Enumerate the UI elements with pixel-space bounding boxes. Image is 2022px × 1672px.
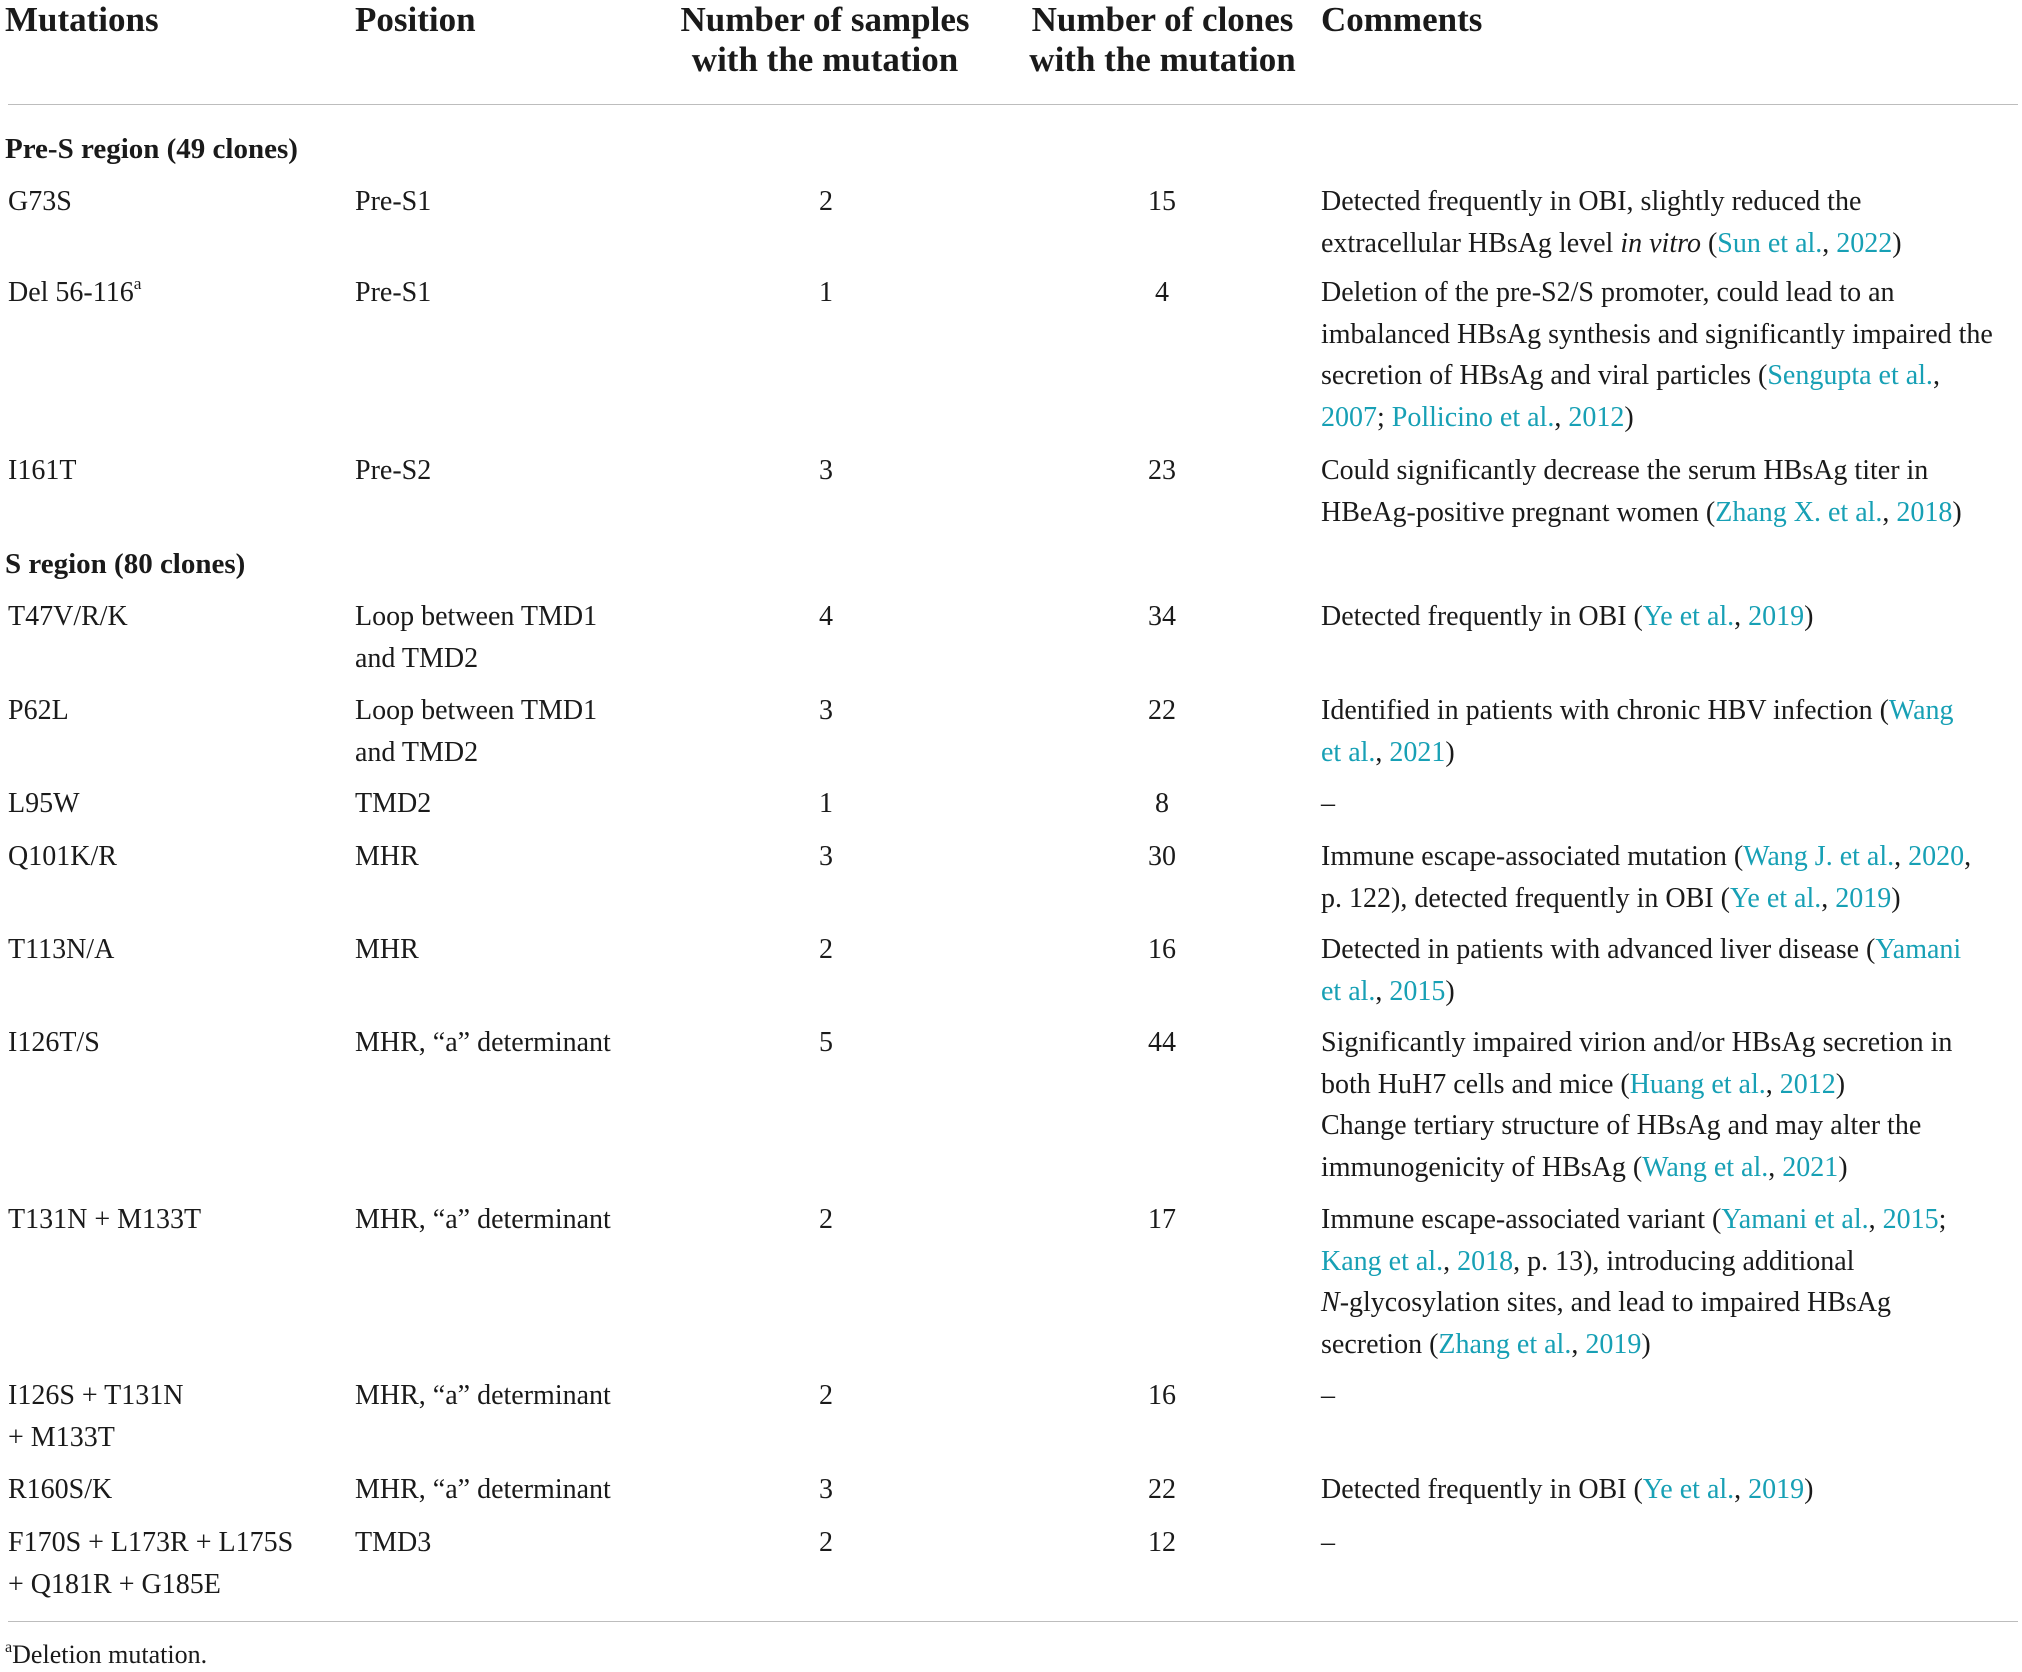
footer-rule	[8, 1621, 2018, 1622]
comment-line	[1321, 492, 2021, 534]
comment-text: ,	[1571, 1328, 1586, 1360]
row-r160-mutation: R160S/K	[8, 1474, 113, 1505]
position-line: Loop between TMD1	[355, 601, 598, 632]
citation-year-link[interactable]: 2019	[1835, 882, 1892, 914]
mutation-line: I126S + T131N	[8, 1380, 184, 1411]
row-del-mutation	[8, 272, 141, 314]
citation-year-link[interactable]: 2018	[1896, 496, 1953, 528]
comment-text: secretion (	[1321, 1328, 1439, 1360]
row-del-position: Pre-S1	[355, 277, 432, 308]
header-position-label: Position	[355, 0, 476, 39]
row-t113-position: MHR	[355, 934, 419, 965]
row-q101-samples: 3	[819, 841, 833, 872]
position-line: and TMD2	[355, 642, 479, 674]
citation-link[interactable]: Ye et al.	[1729, 882, 1822, 914]
comment-text: ,	[1734, 601, 1749, 632]
row-r160-clones: 22	[1148, 1474, 1176, 1505]
citation-link[interactable]: et al.	[1321, 736, 1376, 768]
citation-link[interactable]: Zhang et al.	[1438, 1328, 1572, 1360]
comment-line: imbalanced HBsAg synthesis and significantly impaired the	[1321, 318, 1993, 350]
citation-year-link[interactable]: 2012	[1779, 1068, 1836, 1100]
row-p62l-mutation: P62L	[8, 695, 69, 726]
comment-line: Significantly impaired virion and/or HBsAg secretion in	[1321, 1027, 1953, 1058]
row-p62l-clones: 22	[1148, 695, 1176, 726]
header-clones-line2: with the mutation	[1029, 40, 1296, 79]
mutation-line: + M133T	[8, 1421, 115, 1453]
citation-link[interactable]: Wang	[1888, 695, 1954, 726]
citation-link[interactable]: Sengupta et al.	[1767, 360, 1933, 391]
citation-year-link[interactable]: 2007	[1321, 401, 1377, 433]
row-l95w-clones: 8	[1155, 788, 1169, 819]
comment-line	[1321, 878, 2021, 920]
comment-line	[1321, 732, 2021, 774]
row-t131-mutation: T131N + M133T	[8, 1204, 202, 1235]
row-i161t-mutation: I161T	[8, 455, 77, 486]
comment-line	[1321, 397, 2021, 439]
comment-text: ,	[1734, 1474, 1749, 1505]
citation-link[interactable]: Kang et al.	[1321, 1245, 1444, 1277]
header-samples-line1: Number of samples	[680, 0, 970, 39]
comment-text: ,	[1821, 882, 1836, 914]
header-clones	[1000, 0, 1325, 80]
row-f170-samples: 2	[819, 1527, 833, 1558]
row-i126s-comment	[1321, 1375, 2021, 1417]
header-mutations-label: Mutations	[5, 0, 159, 39]
header-samples-line2: with the mutation	[691, 40, 959, 79]
row-del-clones: 4	[1155, 277, 1169, 308]
comment-text: ;	[1377, 401, 1392, 433]
header-mutations	[5, 0, 159, 40]
citation-link[interactable]: Pollicino et al.	[1391, 401, 1555, 433]
citation-year-link[interactable]: 2020	[1908, 841, 1965, 872]
row-g73s-samples: 2	[819, 186, 833, 217]
comment-line	[1321, 223, 2021, 265]
comment-text: immunogenicity of HBsAg (	[1321, 1151, 1643, 1183]
row-i126s-samples: 2	[819, 1380, 833, 1411]
row-g73s-comment	[1321, 181, 2021, 264]
row-p62l-comment	[1321, 690, 2021, 773]
section-pre-s: Pre-S region (49 clones)	[5, 133, 298, 165]
row-f170-mutation	[8, 1522, 293, 1605]
row-del-comment	[1321, 272, 2021, 438]
row-g73s-position: Pre-S1	[355, 186, 432, 217]
citation-year-link[interactable]: 2019	[1748, 601, 1805, 632]
row-f170-clones: 12	[1148, 1527, 1176, 1558]
row-t47-position	[355, 596, 597, 679]
row-f170-position: TMD3	[355, 1527, 432, 1558]
row-r160-comment	[1321, 1469, 2021, 1511]
comment-text: )	[1804, 601, 1814, 632]
comment-line	[1321, 355, 2021, 397]
comment-dash: –	[1321, 1527, 1335, 1558]
comment-italic: N	[1321, 1287, 1340, 1318]
row-p62l-position	[355, 690, 597, 773]
position-line: Loop between TMD1	[355, 695, 598, 726]
comment-line	[1321, 1282, 2021, 1324]
section-s: S region (80 clones)	[5, 548, 246, 580]
comment-line	[1321, 1324, 2021, 1366]
citation-link[interactable]: Wang J. et al.	[1743, 841, 1895, 872]
comment-text: )	[1624, 401, 1634, 433]
comment-text: ,	[1882, 496, 1897, 528]
citation-year-link[interactable]: 2022	[1836, 227, 1893, 259]
comment-text: ,	[1375, 736, 1390, 768]
comment-line	[1321, 1199, 2021, 1241]
row-l95w-comment	[1321, 783, 2021, 825]
comment-text: )	[1641, 1328, 1651, 1360]
citation-link[interactable]: Yamani et al.	[1721, 1204, 1869, 1235]
citation-year-link[interactable]: 2015	[1389, 975, 1446, 1007]
comment-text: Immune escape-associated mutation (	[1321, 841, 1744, 872]
row-q101-position: MHR	[355, 841, 419, 872]
comment-text: ,	[1375, 975, 1390, 1007]
row-r160-samples: 3	[819, 1474, 833, 1505]
comment-line	[1321, 596, 2021, 638]
row-i161t-comment	[1321, 450, 2021, 533]
row-i126s-position: MHR, “a” determinant	[355, 1380, 611, 1411]
comment-text: ,	[1554, 401, 1569, 433]
citation-year-link[interactable]: 2019	[1585, 1328, 1642, 1360]
row-t131-comment	[1321, 1199, 2021, 1365]
comment-text: -glycosylation sites, and lead to impaired HBsAg	[1339, 1287, 1892, 1318]
mutation-line: F170S + L173R + L175S	[8, 1527, 294, 1558]
row-t131-samples: 2	[819, 1204, 833, 1235]
comment-dash: –	[1321, 1380, 1335, 1411]
citation-year-link[interactable]: 2019	[1748, 1474, 1805, 1505]
comment-text: )	[1835, 1068, 1846, 1100]
row-t131-clones: 17	[1148, 1204, 1176, 1235]
row-i126s-clones: 16	[1148, 1380, 1176, 1411]
row-p62l-samples: 3	[819, 695, 833, 726]
row-f170-comment	[1321, 1522, 2021, 1564]
comment-text: )	[1891, 882, 1901, 914]
comment-text: (	[1700, 227, 1718, 259]
comment-line: Could significantly decrease the serum HBsAg titer in	[1321, 455, 1929, 486]
row-q101-clones: 30	[1148, 841, 1176, 872]
comment-text: HBeAg-positive pregnant women (	[1321, 496, 1716, 528]
header-position	[355, 0, 476, 40]
row-t131-position: MHR, “a” determinant	[355, 1204, 611, 1235]
comment-line	[1321, 1469, 2021, 1511]
citation-link[interactable]: et al.	[1321, 975, 1376, 1007]
comment-italic: in vitro	[1620, 227, 1701, 259]
row-t113-clones: 16	[1148, 934, 1176, 965]
comment-text: )	[1445, 736, 1455, 768]
citation-year-link[interactable]: 2012	[1568, 401, 1625, 433]
row-t47-mutation: T47V/R/K	[8, 601, 128, 632]
comment-line	[1321, 690, 2021, 732]
comment-text: Detected frequently in OBI (	[1321, 1474, 1643, 1505]
row-t47-samples: 4	[819, 601, 833, 632]
footnote-marker: a	[5, 1638, 13, 1656]
comment-line	[1321, 1064, 2021, 1106]
header-clones-line1: Number of clones	[1031, 0, 1294, 39]
citation-link[interactable]: Wang et al.	[1642, 1151, 1769, 1183]
header-comments	[1321, 0, 1482, 40]
mutation-line: + Q181R + G185E	[8, 1568, 221, 1600]
comment-text: ,	[1868, 1204, 1883, 1235]
footnote-text: Deletion mutation.	[12, 1640, 208, 1669]
comment-text: Detected in patients with advanced liver disease (	[1321, 934, 1876, 965]
comment-text: ,	[1765, 1068, 1780, 1100]
comment-line: Deletion of the pre-S2/S promoter, could lead to an	[1321, 277, 1895, 308]
comment-text: both HuH7 cells and mice (	[1321, 1068, 1630, 1100]
footnote-marker: a	[133, 273, 142, 293]
mutation-name: Del 56-116	[8, 277, 134, 308]
comment-line	[1321, 929, 2021, 971]
comment-text: , p. 13), introducing additional	[1513, 1245, 1855, 1277]
header-samples	[660, 0, 990, 80]
row-i126s-mutation	[8, 1375, 184, 1458]
row-q101-comment	[1321, 836, 2021, 919]
citation-year-link[interactable]: 2018	[1457, 1245, 1514, 1277]
row-i161t-samples: 3	[819, 455, 833, 486]
row-i126-clones: 44	[1148, 1027, 1176, 1058]
header-comments-label: Comments	[1321, 0, 1483, 39]
comment-text: )	[1445, 975, 1455, 1007]
comment-text: ,	[1964, 841, 1972, 872]
citation-link[interactable]: Sun et al.	[1717, 227, 1823, 259]
row-i126-position: MHR, “a” determinant	[355, 1027, 611, 1058]
row-t113-samples: 2	[819, 934, 833, 965]
row-i126-comment	[1321, 1022, 2021, 1188]
citation-link[interactable]: Huang et al.	[1629, 1068, 1766, 1100]
comment-text: )	[1804, 1474, 1814, 1505]
row-i161t-position: Pre-S2	[355, 455, 432, 486]
row-l95w-samples: 1	[819, 788, 833, 819]
comment-text: )	[1952, 496, 1962, 528]
comment-text: p. 122), detected frequently in OBI (	[1321, 882, 1730, 914]
comment-text: ,	[1768, 1151, 1783, 1183]
citation-year-link[interactable]: 2015	[1882, 1204, 1939, 1235]
header-rule	[8, 104, 2018, 105]
row-g73s-clones: 15	[1148, 186, 1176, 217]
comment-text: )	[1838, 1151, 1848, 1183]
comment-text: secretion of HBsAg and viral particles (	[1321, 360, 1768, 391]
comment-line: Change tertiary structure of HBsAg and may alter the	[1321, 1110, 1922, 1141]
citation-link[interactable]: Zhang X. et al.	[1715, 496, 1883, 528]
row-del-samples: 1	[819, 277, 833, 308]
citation-link[interactable]: Ye et al.	[1642, 1474, 1735, 1505]
row-g73s-mutation: G73S	[8, 186, 72, 217]
comment-line	[1321, 1241, 2021, 1283]
citation-year-link[interactable]: 2021	[1782, 1151, 1839, 1183]
comment-text: Detected frequently in OBI (	[1321, 601, 1643, 632]
row-t47-comment	[1321, 596, 2021, 638]
comment-line	[1321, 1147, 2021, 1189]
comment-text: Immune escape-associated variant (	[1321, 1204, 1722, 1235]
comment-text: )	[1892, 227, 1902, 259]
comment-line	[1321, 971, 2021, 1013]
footnote	[5, 1638, 207, 1672]
comment-text: ,	[1894, 841, 1909, 872]
citation-year-link[interactable]: 2021	[1389, 736, 1446, 768]
row-i126-mutation: I126T/S	[8, 1027, 100, 1058]
comment-text: ,	[1443, 1245, 1458, 1277]
comment-text: ,	[1932, 360, 1940, 391]
row-t113-comment	[1321, 929, 2021, 1012]
row-i161t-clones: 23	[1148, 455, 1176, 486]
comment-text: ,	[1822, 227, 1837, 259]
comment-line: Detected frequently in OBI, slightly reduced the	[1321, 186, 1862, 217]
row-r160-position: MHR, “a” determinant	[355, 1474, 611, 1505]
citation-link[interactable]: Ye et al.	[1642, 601, 1735, 632]
row-l95w-mutation: L95W	[8, 788, 80, 819]
comment-text: extracellular HBsAg level	[1321, 227, 1621, 259]
comment-dash: –	[1321, 788, 1335, 819]
position-line: and TMD2	[355, 736, 479, 768]
citation-link[interactable]: Yamani	[1875, 934, 1962, 965]
row-t47-clones: 34	[1148, 601, 1176, 632]
comment-text: ;	[1938, 1204, 1947, 1235]
comment-text: Identified in patients with chronic HBV infection (	[1321, 695, 1889, 726]
row-i126-samples: 5	[819, 1027, 833, 1058]
row-l95w-position: TMD2	[355, 788, 432, 819]
comment-line	[1321, 836, 2021, 878]
row-q101-mutation: Q101K/R	[8, 841, 117, 872]
row-t113-mutation: T113N/A	[8, 934, 115, 965]
